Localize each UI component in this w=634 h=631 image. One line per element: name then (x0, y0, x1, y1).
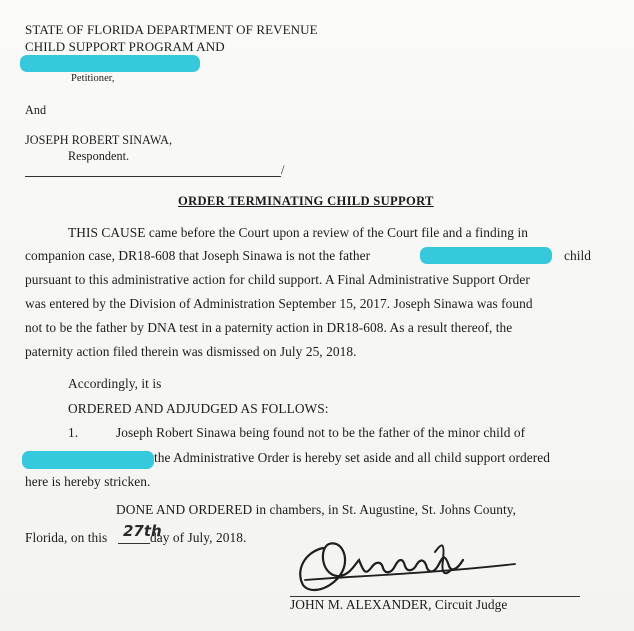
caption-line-1: STATE OF FLORIDA DEPARTMENT OF REVENUE (25, 22, 318, 37)
item-number: 1. (68, 425, 79, 440)
item-line-2: the Administrative Order is hereby set aside and all child support ordered (154, 450, 551, 465)
body-line-2b: child (564, 248, 592, 263)
redaction-mother-name (22, 451, 154, 469)
respondent-label: Respondent. (68, 149, 130, 163)
done-line-1: DONE AND ORDERED in chambers, in St. Augustine, St. Johns County, (116, 502, 517, 517)
body-line-1: THIS CAUSE came before the Court upon a review of the Court file and a finding in (68, 225, 528, 240)
and-label: And (25, 103, 47, 117)
handwritten-day: 27th (123, 522, 162, 540)
done-line-2b: day of July, 2018. (150, 530, 247, 545)
caption-line-2: CHILD SUPPORT PROGRAM AND (25, 39, 225, 54)
accordingly-line: Accordingly, it is (68, 376, 162, 391)
ordered-line: ORDERED AND ADJUDGED AS FOLLOWS: (68, 401, 329, 416)
body-line-5: not to be the father by DNA test in a paternity action in DR18-608. As a result thereof, the (25, 320, 513, 335)
body-line-2a: companion case, DR18-608 that Joseph Sinawa is not the father (25, 248, 371, 263)
item-line-3: here is hereby stricken. (25, 474, 151, 489)
caption-divider (25, 176, 281, 177)
done-line-2a: Florida, on this (25, 530, 108, 545)
judge-name: JOHN M. ALEXANDER, Circuit Judge (290, 597, 508, 612)
caption-slash: / (281, 163, 285, 177)
item-line-1: Joseph Robert Sinawa being found not to be the father of the minor child of (116, 425, 526, 440)
judge-signature-drawing (285, 530, 525, 598)
body-line-4: was entered by the Division of Administration September 15, 2017. Joseph Sinawa was found (25, 296, 533, 311)
body-line-6: paternity action filed therein was dismissed on July 25, 2018. (25, 344, 357, 359)
petitioner-label: Petitioner, (71, 73, 115, 84)
body-line-3: pursuant to this administrative action for child support. A Final Administrative Support Order (25, 272, 530, 287)
date-blank-line (118, 543, 150, 544)
redaction-child-name (420, 247, 552, 264)
order-heading: ORDER TERMINATING CHILD SUPPORT (178, 194, 434, 208)
redaction-petitioner (20, 55, 200, 72)
respondent-name: JOSEPH ROBERT SINAWA, (25, 133, 173, 147)
